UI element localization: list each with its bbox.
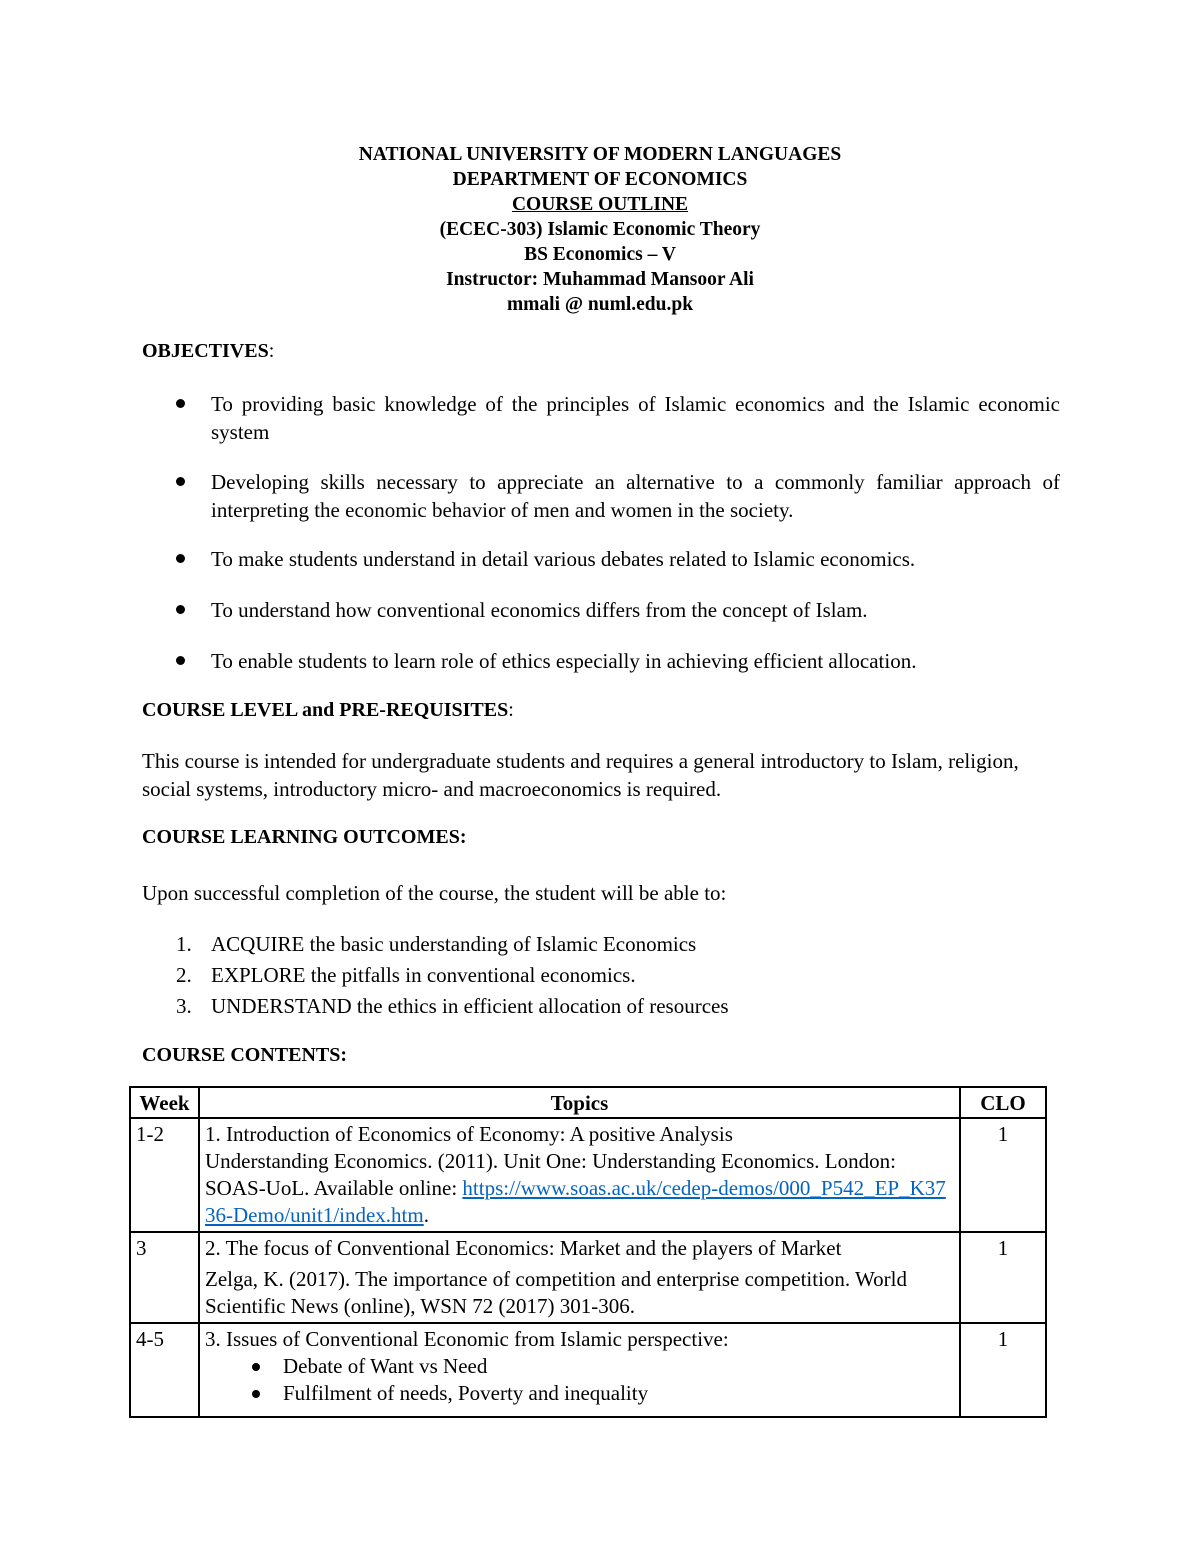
- table-header-row: [130, 1087, 1046, 1118]
- clo-cell: 1: [960, 1323, 1046, 1417]
- table-row: [130, 1232, 1046, 1323]
- clo-cell: 1: [960, 1232, 1046, 1323]
- document-type: COURSE OUTLINE: [511, 194, 689, 215]
- course-title: (ECEC-303) Islamic Economic Theory: [439, 219, 761, 240]
- bullet-icon: [176, 399, 185, 408]
- bullet-icon: [176, 656, 185, 665]
- objectives-heading: OBJECTIVES:: [142, 340, 275, 362]
- course-contents-table: [129, 1086, 1047, 1418]
- list-item: Fulfilment of needs, Poverty and inequality: [205, 1380, 954, 1407]
- instructor-email: mmali @ numl.edu.pk: [506, 294, 694, 315]
- university-name: NATIONAL UNIVERSITY OF MODERN LANGUAGES: [358, 144, 842, 165]
- week-cell: 3: [130, 1232, 199, 1323]
- program-name: BS Economics – V: [524, 244, 676, 265]
- outcomes-heading: COURSE LEARNING OUTCOMES:: [142, 826, 467, 848]
- instructor-name: Instructor: Muhammad Mansoor Ali: [446, 269, 754, 290]
- bullet-icon: [176, 554, 185, 563]
- column-header-topics: Topics: [199, 1087, 960, 1118]
- clo-cell: 1: [960, 1118, 1046, 1232]
- column-header-week: Week: [130, 1087, 199, 1118]
- level-text: This course is intended for undergraduate students and requires a general introductory to Islam, religion, social systems, introductory micro- and macroeconomics is required.: [142, 749, 1019, 801]
- column-header-clo: CLO: [960, 1087, 1046, 1118]
- department-name: DEPARTMENT OF ECONOMICS: [452, 169, 748, 190]
- reference-link[interactable]: https://www.soas.ac.uk/cedep-demos/000_P542_EP_K3736-Demo/unit1/index.htm: [205, 1176, 946, 1227]
- bullet-icon: [176, 605, 185, 614]
- level-heading: COURSE LEVEL and PRE-REQUISITES:: [142, 699, 514, 721]
- topic-cell: 3. Issues of Conventional Economic from Islamic perspective: Debate of Want vs Need Fulfilment of needs, Poverty and inequality: [199, 1323, 960, 1417]
- document-header: [0, 142, 1200, 317]
- week-cell: 1-2: [130, 1118, 199, 1232]
- contents-heading: COURSE CONTENTS:: [142, 1044, 348, 1066]
- bullet-icon: [252, 1363, 260, 1371]
- week-cell: 4-5: [130, 1323, 199, 1417]
- table-row: [130, 1323, 1046, 1417]
- document-page: NATIONAL UNIVERSITY OF MODERN LANGUAGES DEPARTMENT OF ECONOMICS COURSE OUTLINE (ECEC-303) Islamic Economic Theory BS Economics – V Instructor: Muhammad Mansoor Ali mmali @ numl.edu.pk OBJECTIVES: To providing basic knowledge of the principles of Islamic economics and the Islamic economic system Developing skills necessary to appreciate an alternative to a commonly familiar approach of interpreting the economic behavior of men and women in the society. To make students understand in detail various debates related to Islamic economics. To understand how conventional economics differs from the concept of Islam. To enable students to learn role of ethics especially in achieving efficient allocation. COURSE LEVEL and PRE-REQUISITES: This course is intended for undergraduate students and requires a general introductory to Islam, religion, social systems, introductory micro- and macroeconomics is required. COURSE LEARNING OUTCOMES: Upon successful completion of the course, the student will be able to: 1. ACQUIRE the basic understanding of Islamic Economics 2. EXPLORE the pitfalls in conventional economics. 3. UNDERSTAND the ethics in efficient allocation of resources COURSE CONTENTS: Week Topics CLO 1-2 1. Introduction of Economics of Economy: A positive Analysis Understanding Economics. (2011). Unit One: Understanding Economics. London: SOAS-UoL. Available online: https://www.soas.ac.uk/cedep-demos/000_P542_EP_K3736-Demo/unit1/index.htm. 1 3 2. The focus of Conventional Economics: Market and the players of Market Zelga, K. (2017). The importance of competition and enterprise competition. World Scientific News (online), WSN 72 (2017) 301-306. 1 4-5 3. Issues of Conventional Economic from Islamic perspective: Debate of Want vs Need Fulfilment of needs, Poverty and inequality 1: [0, 0, 1200, 1553]
- outcomes-intro: Upon successful completion of the course, the student will be able to:: [142, 881, 727, 905]
- topic-cell: 1. Introduction of Economics of Economy: A positive Analysis Understanding Economics. (2011). Unit One: Understanding Economics. London: SOAS-UoL. Available online: https://www.soas.ac.uk/cedep-demos/000_P542_EP_K3736-Demo/unit1/index.htm.: [199, 1118, 960, 1232]
- list-item: Debate of Want vs Need: [205, 1353, 954, 1380]
- bullet-icon: [176, 477, 185, 486]
- bullet-icon: [252, 1390, 260, 1398]
- table-row: [130, 1118, 1046, 1232]
- topic-cell: 2. The focus of Conventional Economics: Market and the players of Market Zelga, K. (2017). The importance of competition and enterprise competition. World Scientific News (online), WSN 72 (2017) 301-306.: [199, 1232, 960, 1323]
